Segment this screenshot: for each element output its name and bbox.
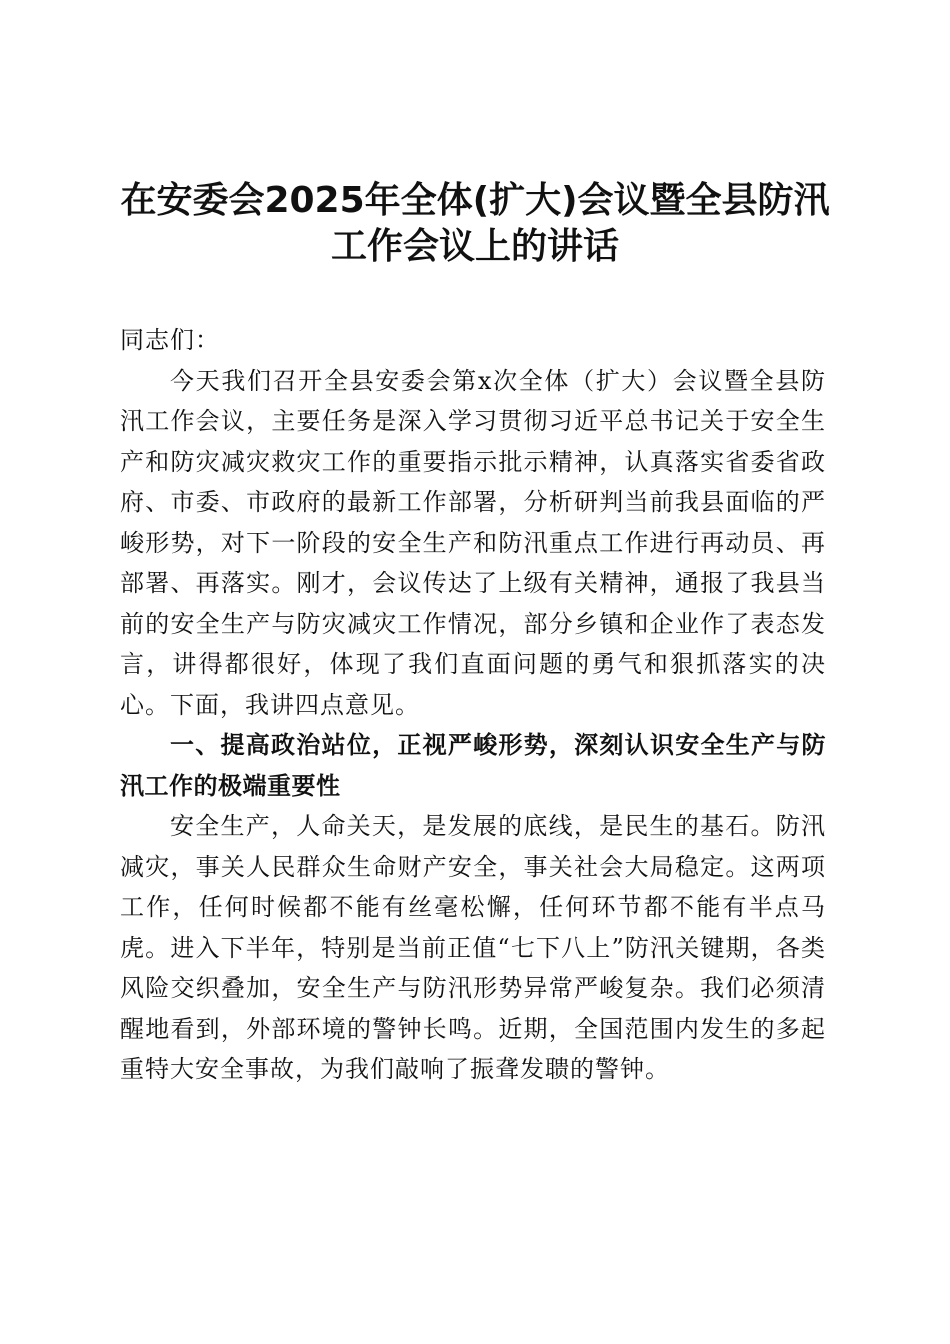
paragraph-section-1: 安全生产，人命关天，是发展的底线，是民生的基石。防汛减灾，事关人民群众生命财产安全，事关社会大局稳定。这两项工作，任何时候都不能有丝毫松懈，任何环节都不能有半点马虎。进入下半年，特别是当前正值“七下八上”防汛关键期，各类风险交织叠加，安全生产与防汛形势异常严峻复杂。我们必须清醒地看到，外部环境的警钟长鸣。近期，全国范围内发生的多起重特大安全事故，为我们敲响了振聋发聩的警钟。 — [120, 812, 826, 1083]
paragraph-intro: 今天我们召开全县安委会第x次全体（扩大）会议暨全县防汛工作会议，主要任务是深入学习贯彻习近平总书记关于安全生产和防灾减灾救灾工作的重要指示批示精神，认真落实省委省政府、市委、市政府的最新工作部署，分析研判当前我县面临的严峻形势，对下一阶段的安全生产和防汛重点工作进行再动员、再部署、再落实。刚才，会议传达了上级有关精神，通报了我县当前的安全生产与防灾减灾工作情况，部分乡镇和企业作了表态发言，讲得都很好，体现了我们直面问题的勇气和狠抓落实的决心。下面，我讲四点意见。 — [120, 366, 826, 719]
salutation: 同志们： — [120, 326, 220, 354]
document-title: 在安委会2025年全体(扩大)会议暨全县防汛工作会议上的讲话 — [120, 180, 830, 267]
section-heading-1: 一、提高政治站位，正视严峻形势，深刻认识安全生产与防汛工作的极端重要性 — [120, 731, 826, 800]
document-body — [120, 320, 826, 1090]
